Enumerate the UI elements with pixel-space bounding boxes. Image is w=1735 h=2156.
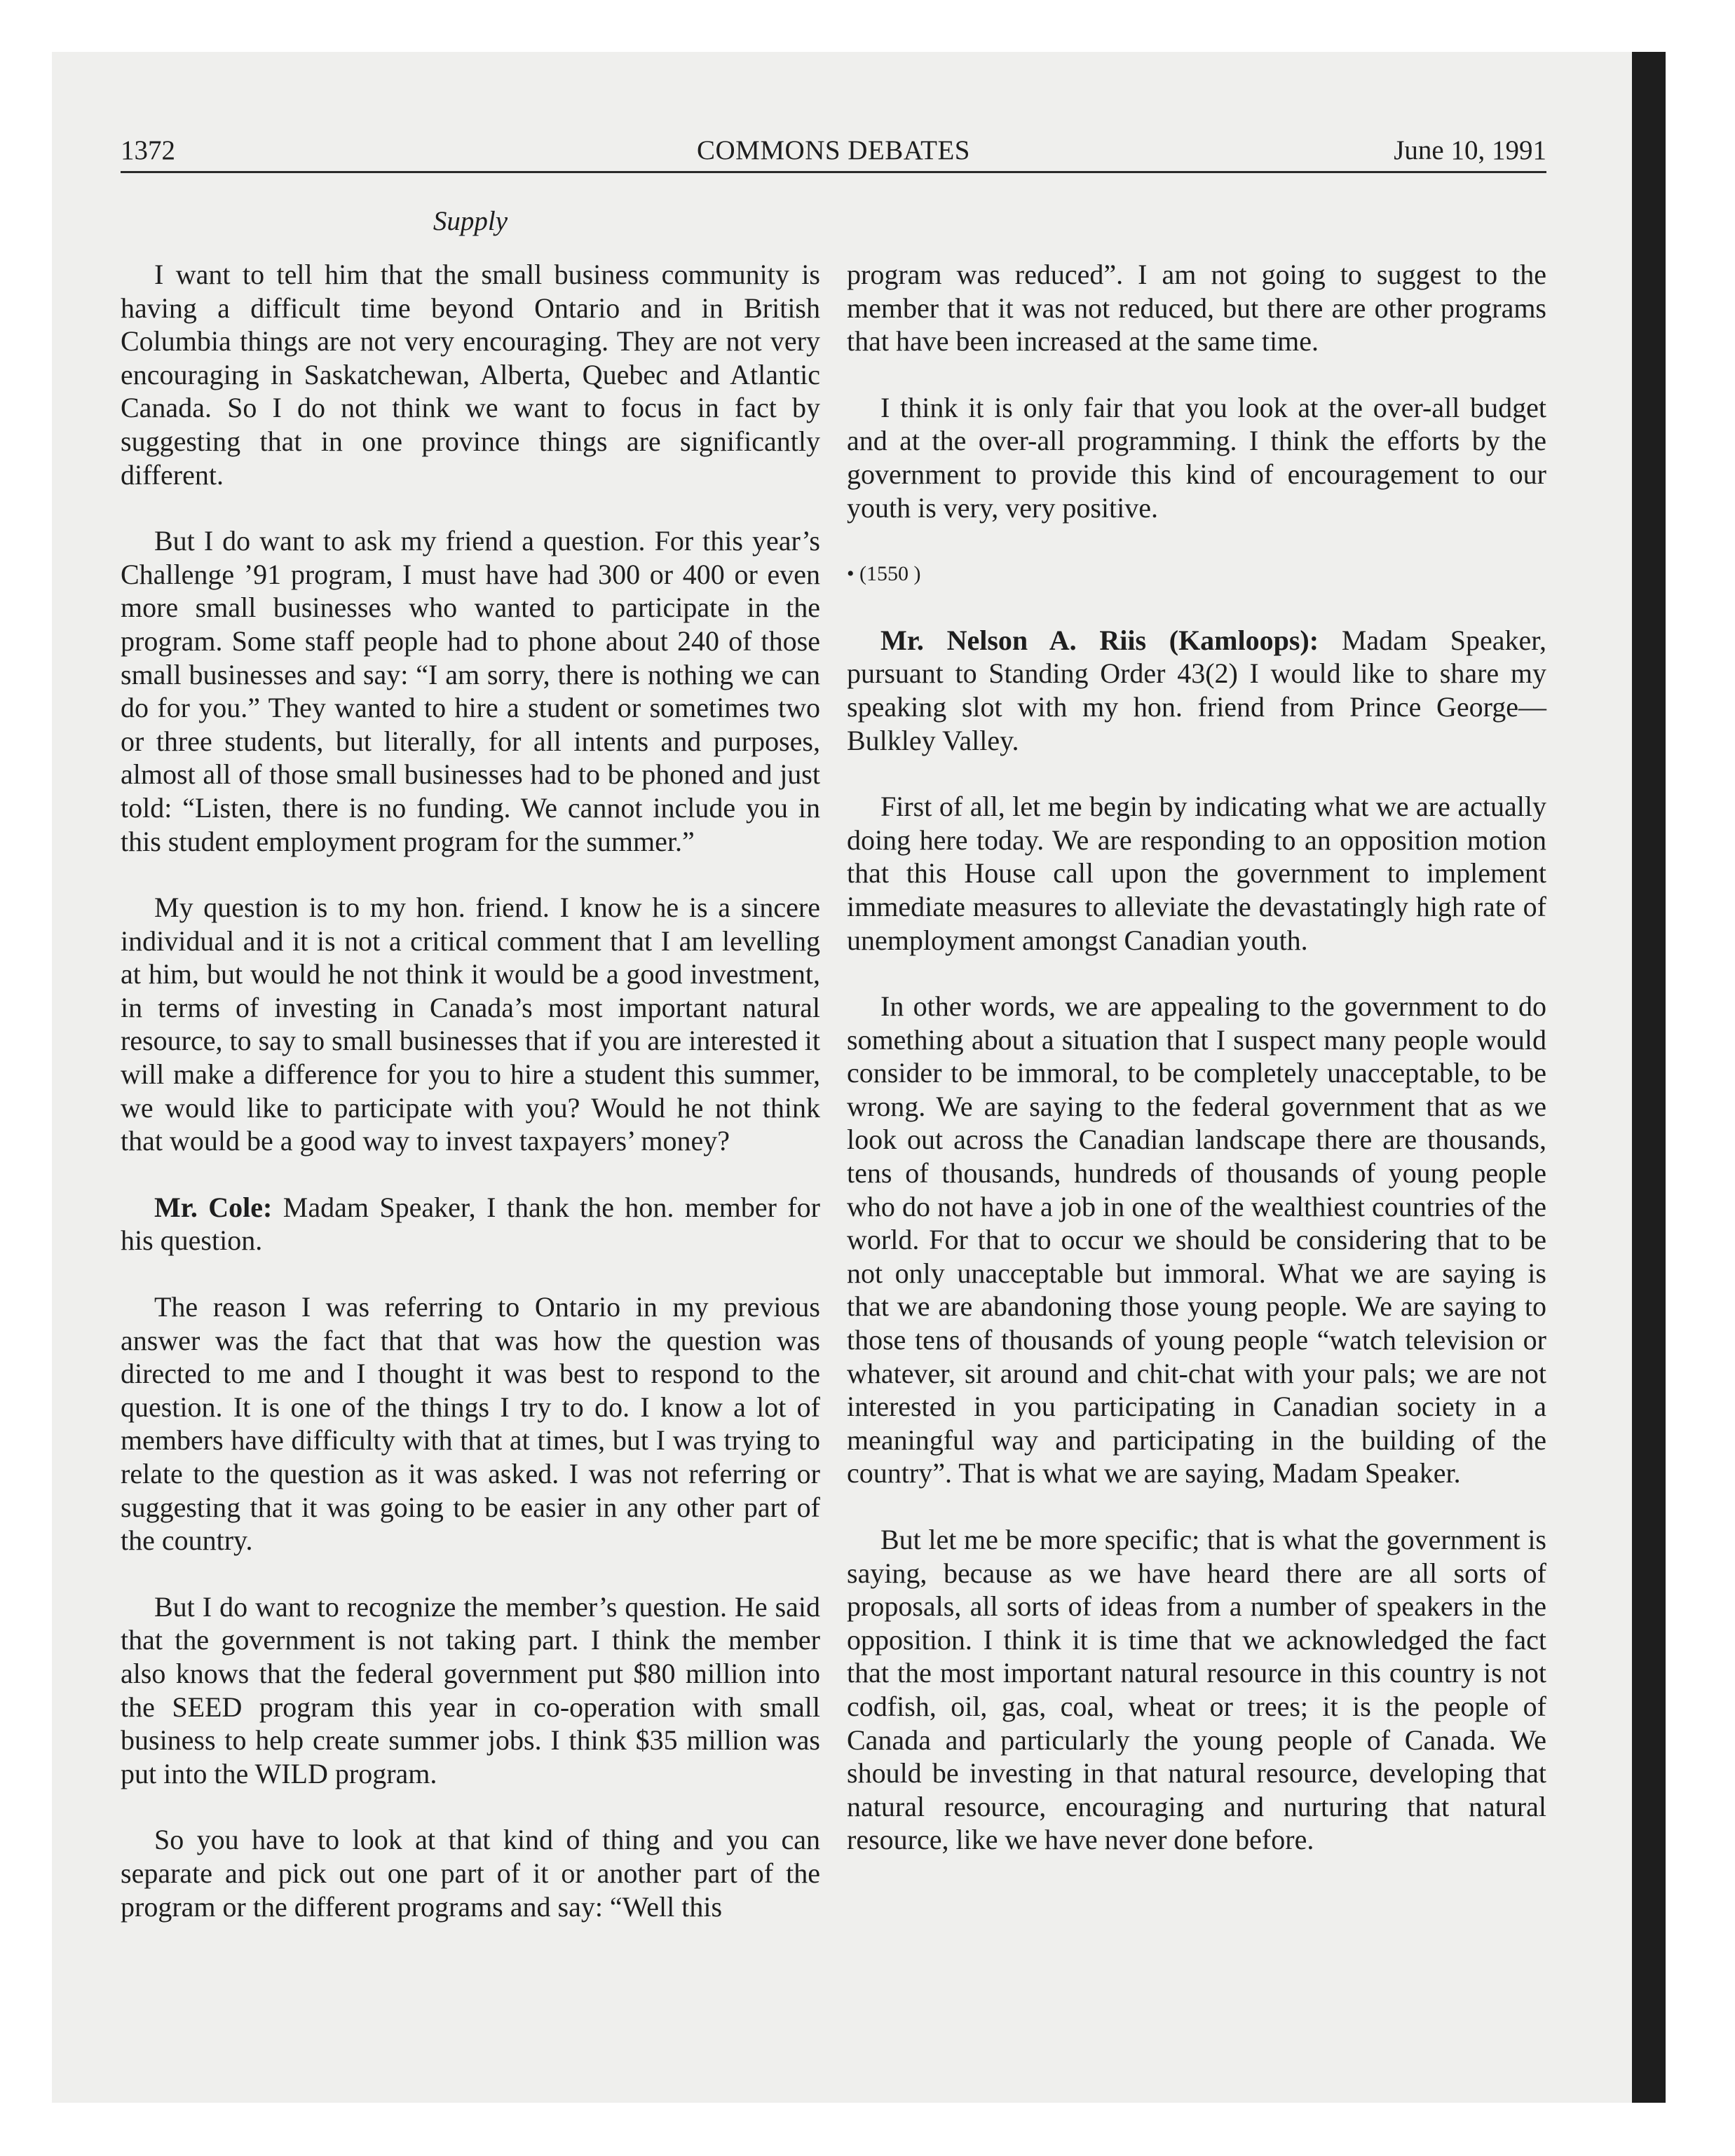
paragraph-text: So you have to look at that kind of thing and you can separate and pick out one part of it or another part of the program or the different programs and say: “Well this	[121, 1824, 820, 1923]
speaker-name: Mr. Cole:	[154, 1191, 273, 1223]
paragraph	[121, 1823, 820, 1923]
paragraph-text: Madam Speaker, pursuant to Standing Order 43(2) I would like to share my speaking slot with my hon. friend from Prince George—Bulkley Valley.	[847, 624, 1546, 756]
continued-paragraph	[847, 258, 1546, 358]
paragraph-text: I want to tell him that the small business community is having a difficult time beyond Ontario and in British Columbia things are not very encouraging. They are not very encouraging in Saskatchewan, Alberta, Quebec and Atlantic Canada. So I do not think we want to focus in fact by suggesting that in one province things are significantly different.	[121, 259, 820, 491]
paragraph	[847, 990, 1546, 1490]
paragraph-text: Madam Speaker, I thank the hon. member for his question.	[121, 1191, 820, 1257]
paragraph-text: program was reduced”. I am not going to suggest to the member that it was not reduced, but there are other programs that have been increased at the same time.	[847, 259, 1546, 357]
scan-edge-shadow	[1632, 52, 1666, 2103]
bullet-icon: •	[847, 562, 855, 586]
running-head	[121, 133, 1546, 168]
speech-paragraph	[847, 624, 1546, 757]
paragraph-text: I think it is only fair that you look at the over-all budget and at the over-all programming. I think the efforts by the government to provide this kind of encouragement to our youth is very, very positive.	[847, 391, 1546, 524]
paragraph	[121, 1290, 820, 1557]
page-number: 1372	[121, 135, 175, 165]
paragraph-text: The reason I was referring to Ontario in my previous answer was the fact that that was how the question was directed to me and I thought it was best to respond to the question. It is one of the things I try to do. I know a lot of members have difficulty with that at times, but I was trying to relate to the question as it was asked. I was not referring or suggesting that it was going to be easier in any other part of the country.	[121, 1291, 820, 1557]
paragraph	[847, 790, 1546, 957]
paragraph	[121, 891, 820, 1158]
right-column	[847, 258, 1546, 1857]
paragraph	[847, 1523, 1546, 1857]
paragraph	[121, 258, 820, 491]
paragraph	[121, 524, 820, 858]
paragraph-text: My question is to my hon. friend. I know he is a sincere individual and it is not a critical comment that I am levelling at him, but would he not think it would be a good investment, in terms of investing in Canada’s most important natural resource, to say to small businesses that if you are interested it will make a difference for you to hire a student this summer, we would like to participate with you? Would he not think that would be a good way to invest taxpayers’ money?	[121, 892, 820, 1157]
issue-date: June 10, 1991	[1394, 135, 1546, 165]
paragraph-text: In other words, we are appealing to the government to do something about a situation that I suspect many people would consider to be immoral, to be completely unacceptable, to be wrong. We are saying to the federal government that as we look out across the Canadian landscape there are thousands, tens of thousands, hundreds of thousands of young people who do not have a job in one of the wealthiest countries of the world. For that to occur we should be considering that to be not only unacceptable but immoral. What we are saying is that we are abandoning those young people. We are saying to those tens of thousands of young people “watch television or whatever, sit around and chit-chat with your pals; we are not interested in you participating in Canadian society in a meaningful way and participating in the building of the country”. That is what we are saying, Madam Speaker.	[847, 990, 1546, 1489]
speech-paragraph	[121, 1191, 820, 1257]
header-rule	[121, 171, 1546, 173]
timestamp-time: (1550 )	[859, 562, 921, 586]
paragraph-text: But I do want to ask my friend a question. For this year’s Challenge ’91 program, I must have had 300 or 400 or even more small businesses who wanted to participate in the program. Some staff people had to phone about 240 of those small businesses and say: “I am sorry, there is nothing we can do for you.” They wanted to hire a student or sometimes two or three students, but literally, for all intents and purposes, almost all of those small businesses had to be phoned and just told: “Listen, there is no funding. We cannot include you in this student employment program for the summer.”	[121, 525, 820, 857]
publication-title: COMMONS DEBATES	[697, 135, 970, 165]
paragraph	[847, 391, 1546, 524]
left-column	[121, 258, 820, 1923]
paragraph-text: But let me be more specific; that is what the government is saying, because as we have heard there are all sorts of proposals, all sorts of ideas from a number of speakers in the opposition. I think it is time that we acknowledged the fact that the most important natural resource in this country is not codfish, oil, gas, coal, wheat or trees; it is the people of Canada and particularly the young people of Canada. We should be investing in that natural resource, developing that natural resource, encouraging and nurturing that natural resource, like we have never done before.	[847, 1524, 1546, 1856]
paragraph-text: But I do want to recognize the member’s question. He said that the government is not taking part. I think the member also knows that the federal government put $80 million into the SEED program this year in co-operation with small business to help create summer jobs. I think $35 million was put into the WILD program.	[121, 1590, 820, 1789]
paragraph	[121, 1590, 820, 1791]
paragraph-text: First of all, let me begin by indicating what we are actually doing here today. We are responding to an opposition motion that this House call upon the government to implement immediate measures to alleviate the devastatingly high rate of unemployment amongst Canadian youth.	[847, 791, 1546, 956]
speaker-name: Mr. Nelson A. Riis (Kamloops):	[880, 624, 1319, 656]
timestamp	[847, 557, 1546, 591]
section-title: Supply	[433, 206, 508, 236]
